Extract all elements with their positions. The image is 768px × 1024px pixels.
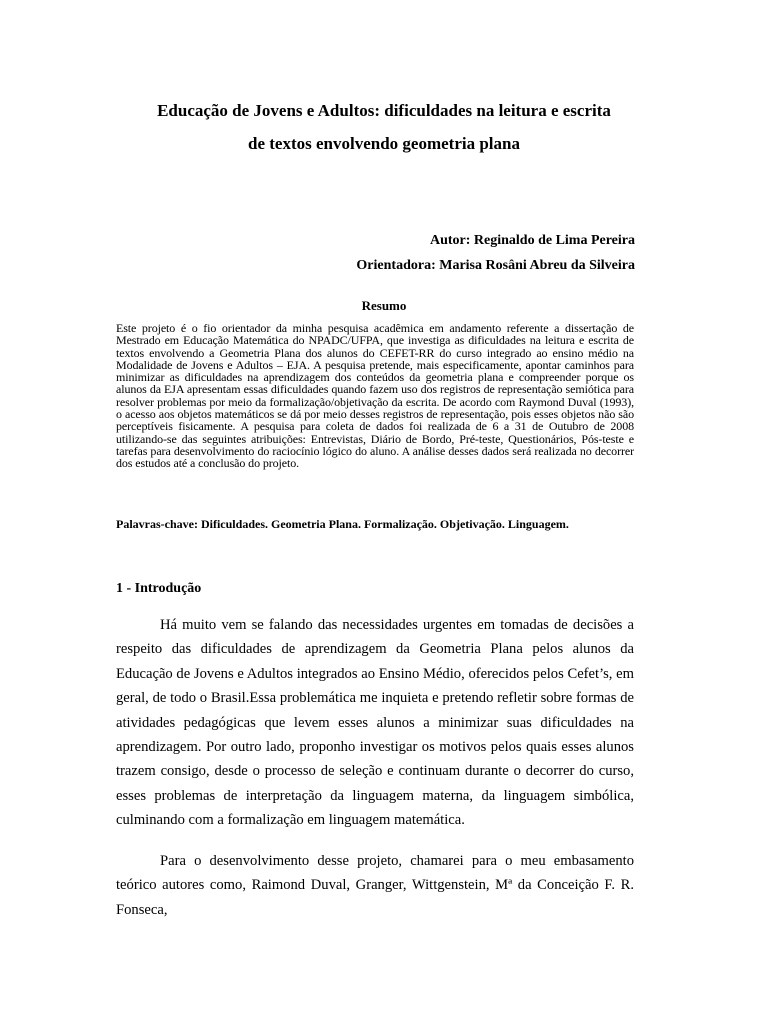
author-name: Autor: Reginaldo de Lima Pereira: [429, 233, 635, 248]
section-heading-introduction: 1 - Introdução: [116, 581, 202, 596]
introduction-paragraph-1: Há muito vem se falando das necessidades urgentes em tomadas de decisões a respeito das dificuldades de aprendizagem da Geometria Plana pelos alunos da Educação de Jovens e Adultos integrados ao Ensino Médio, oferecidos pelos Cefet’s, em geral, de todo o Brasil.Essa problemática me inquieta e pretendo refletir sobre formas de atividades pedagógicas que levem esses alunos a minimizar suas dificuldades na aprendizagem. Por outro lado, proponho investigar os motivos pelos quais esses alunos trazem consigo, desde o processo de seleção e continuam durante o decorrer do curso, esses problemas de interpretação da linguagem materna, da linguagem simbólica, culminando com a formalização em linguagem matemática.: [116, 617, 634, 829]
advisor-name: Orientadora: Marisa Rosâni Abreu da Silveira: [356, 258, 635, 273]
paper-title-line-2: de textos envolvendo geometria plana: [248, 134, 520, 153]
abstract-heading: Resumo: [361, 298, 407, 313]
abstract-text: Este projeto é o fio orientador da minha pesquisa acadêmica em andamento referente a dissertação de Mestrado em Educação Matemática do NPADC/UFPA, que investiga as dificuldades na leitura e escrita de textos envolvendo a Geometria Plana dos alunos do CEFET-RR do curso integrado ao ensino médio na Modalidade de Jovens e Adultos – EJA. A pesquisa pretende, mais especificamente, apontar caminhos para minimizar as dificuldades na aprendizagem dos conteúdos da geometria plana e compreender porque os alunos da EJA apresentam essas dificuldades quando fazem uso dos registros de representação semiótica para resolver problemas por meio da formalização/objetivação da escrita. De acordo com Raymond Duval (1993), o acesso aos objetos matemáticos se dá por meio desses registros de representação, pois esses objetos não são perceptíveis fisicamente. A pesquisa para coleta de dados foi realizada de 6 a 31 de Outubro de 2008 utilizando-se das seguintes atribuições: Entrevistas, Diário de Bordo, Pré-teste, Questionários, Pós-teste e tarefas para desenvolvimento do raciocínio lógico do aluno. A análise desses dados será realizada no decorrer dos estudos até a conclusão do projeto.: [116, 321, 634, 471]
paper-title-line-1: Educação de Jovens e Adultos: dificuldades na leitura e escrita: [157, 101, 611, 120]
keywords: Palavras-chave: Dificuldades. Geometria Plana. Formalização. Objetivação. Linguagem.: [116, 517, 569, 531]
introduction-paragraph-2: Para o desenvolvimento desse projeto, chamarei para o meu embasamento teórico autores como, Raimond Duval, Granger, Wittgenstein, Mª da Conceição F. R. Fonseca,: [116, 853, 634, 918]
